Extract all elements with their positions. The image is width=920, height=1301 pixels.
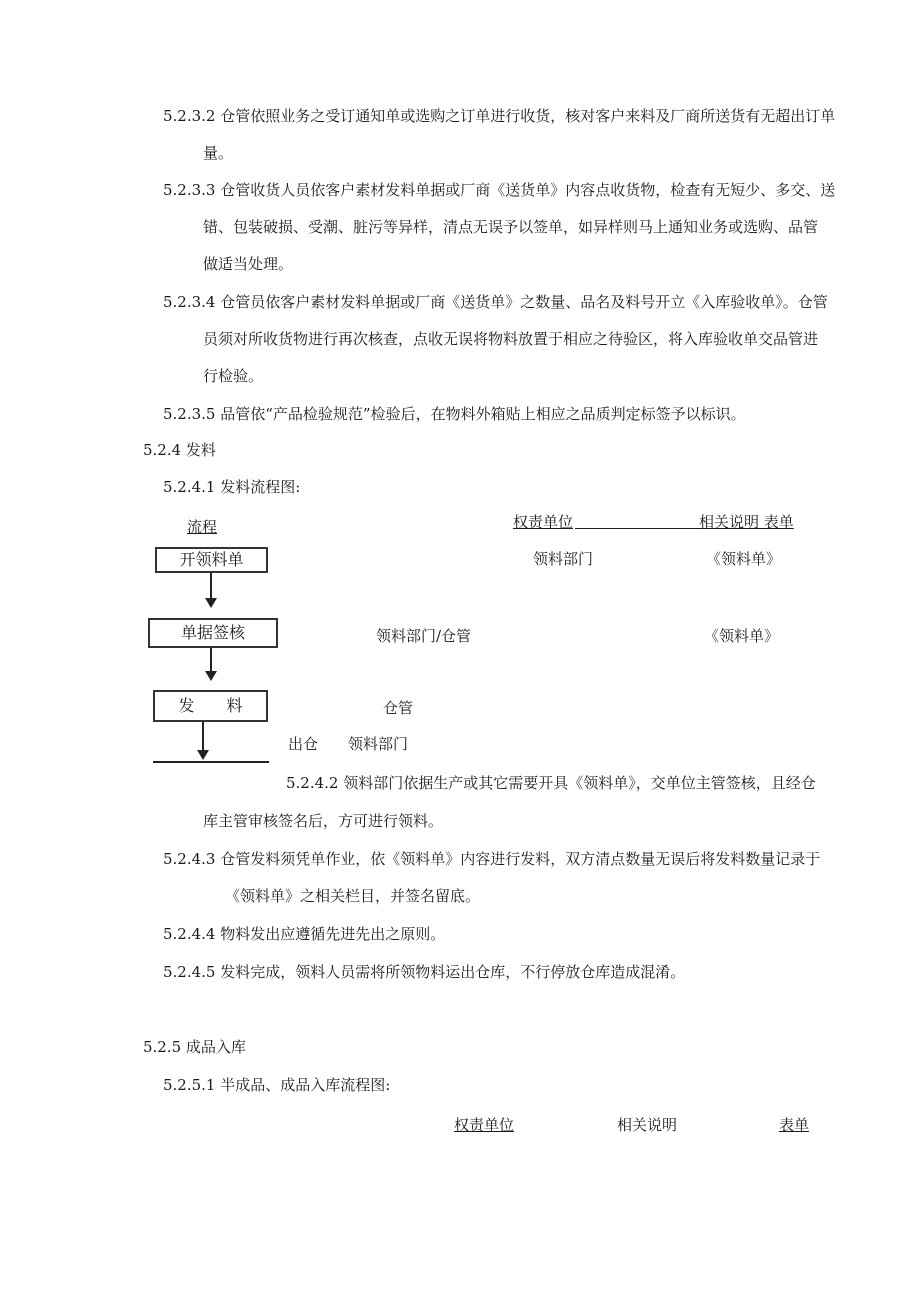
para-5251: 5.2.5.1 半成品、成品入库流程图: [163, 1076, 391, 1094]
flow1-dept-2: 领料部门/仓管 [376, 627, 472, 645]
flow1-connector-2 [210, 648, 212, 673]
arrow-down-icon [205, 671, 217, 681]
flow1-out-dept: 领料部门 [348, 735, 409, 753]
para-5234-line3: 行检验。 [203, 367, 264, 385]
flow2-header-dept: 权责单位 [454, 1116, 515, 1134]
para-5233-line2: 错、包装破损、受潮、脏污等异样，清点无误予以签单，如异样则马上通知业务或选购、品管 [203, 218, 819, 236]
section-heading-525: 5.2.5 成品入库 [143, 1038, 246, 1056]
arrow-down-icon [205, 598, 217, 608]
flow1-out-label: 出仓 [288, 735, 319, 753]
para-5242-line1: 5.2.4.2 领料部门依据生产或其它需要开具《领料单》，交单位主管签核，且经仓 [286, 774, 816, 792]
para-5234-line1: 5.2.3.4 仓管员依客户素材发料单据或厂商《送货单》之数量、品名及料号开立《入库验收单》。仓管 [163, 293, 828, 311]
section-heading-524: 5.2.4 发料 [143, 441, 216, 459]
flow1-dept-1: 领料部门 [533, 550, 594, 568]
para-5244: 5.2.4.4 物料发出应遵循先进先出之原则。 [163, 925, 446, 943]
flow1-header-dept: 权责单位 [513, 513, 574, 531]
flow1-step-issue-requisition [155, 547, 268, 573]
para-5243-line2: 《领料单》之相关栏目，并签名留底。 [225, 887, 481, 905]
flow1-header-flow: 流程 [187, 518, 218, 536]
flow1-connector-3 [202, 722, 204, 752]
arrow-down-icon [197, 750, 209, 760]
para-5243-line1: 5.2.4.3 仓管发料须凭单作业，依《领料单》内容进行发料，双方清点数量无误后将发料数量记录于 [163, 850, 821, 868]
para-5242-line2: 库主管审核签名后，方可进行领料。 [203, 812, 444, 830]
flow1-header-underline [575, 528, 699, 529]
flow1-step-issue-material [153, 690, 268, 722]
para-5233-line1: 5.2.3.3 仓管收货人员依客户素材发料单据或厂商《送货单》内容点收货物，检查有无短少、多交、送 [163, 181, 836, 199]
para-5232-line2: 量。 [203, 144, 234, 162]
flow2-header-form: 表单 [779, 1116, 810, 1134]
para-5245: 5.2.4.5 发料完成，领料人员需将所领物料运出仓库，不行停放仓库造成混淆。 [163, 963, 686, 981]
flow2-header-desc: 相关说明 [617, 1116, 678, 1134]
flow1-header-desc: 相关说明 表单 [699, 513, 794, 531]
para-5233-line3: 做适当处理。 [203, 255, 294, 273]
flow1-step-document-review [148, 618, 278, 648]
flow1-step2-label: 单据签核 [180, 623, 245, 642]
para-5241: 5.2.4.1 发料流程图: [163, 478, 301, 496]
para-5235: 5.2.3.5 品管依“产品检验规范”检验后，在物料外箱贴上相应之品质判定标签予以标识。 [163, 405, 746, 423]
flow1-step3-label: 发 料 [178, 696, 243, 715]
flow1-step1-label: 开领料单 [179, 550, 244, 569]
flow1-dept-3: 仓管 [383, 699, 414, 717]
flow1-connector-1 [210, 573, 212, 600]
para-5232-line1: 5.2.3.2 仓管依照业务之受订通知单或选购之订单进行收货，核对客户来料及厂商所送货有无超出订单 [163, 107, 836, 125]
flow1-form-1: 《领料单》 [706, 550, 782, 568]
para-5234-line2: 员须对所收货物进行再次核查，点收无误将物料放置于相应之待验区，将入库验收单交品管进 [203, 330, 819, 348]
flow1-baseline [153, 761, 269, 763]
flow1-form-2: 《领料单》 [704, 627, 780, 645]
